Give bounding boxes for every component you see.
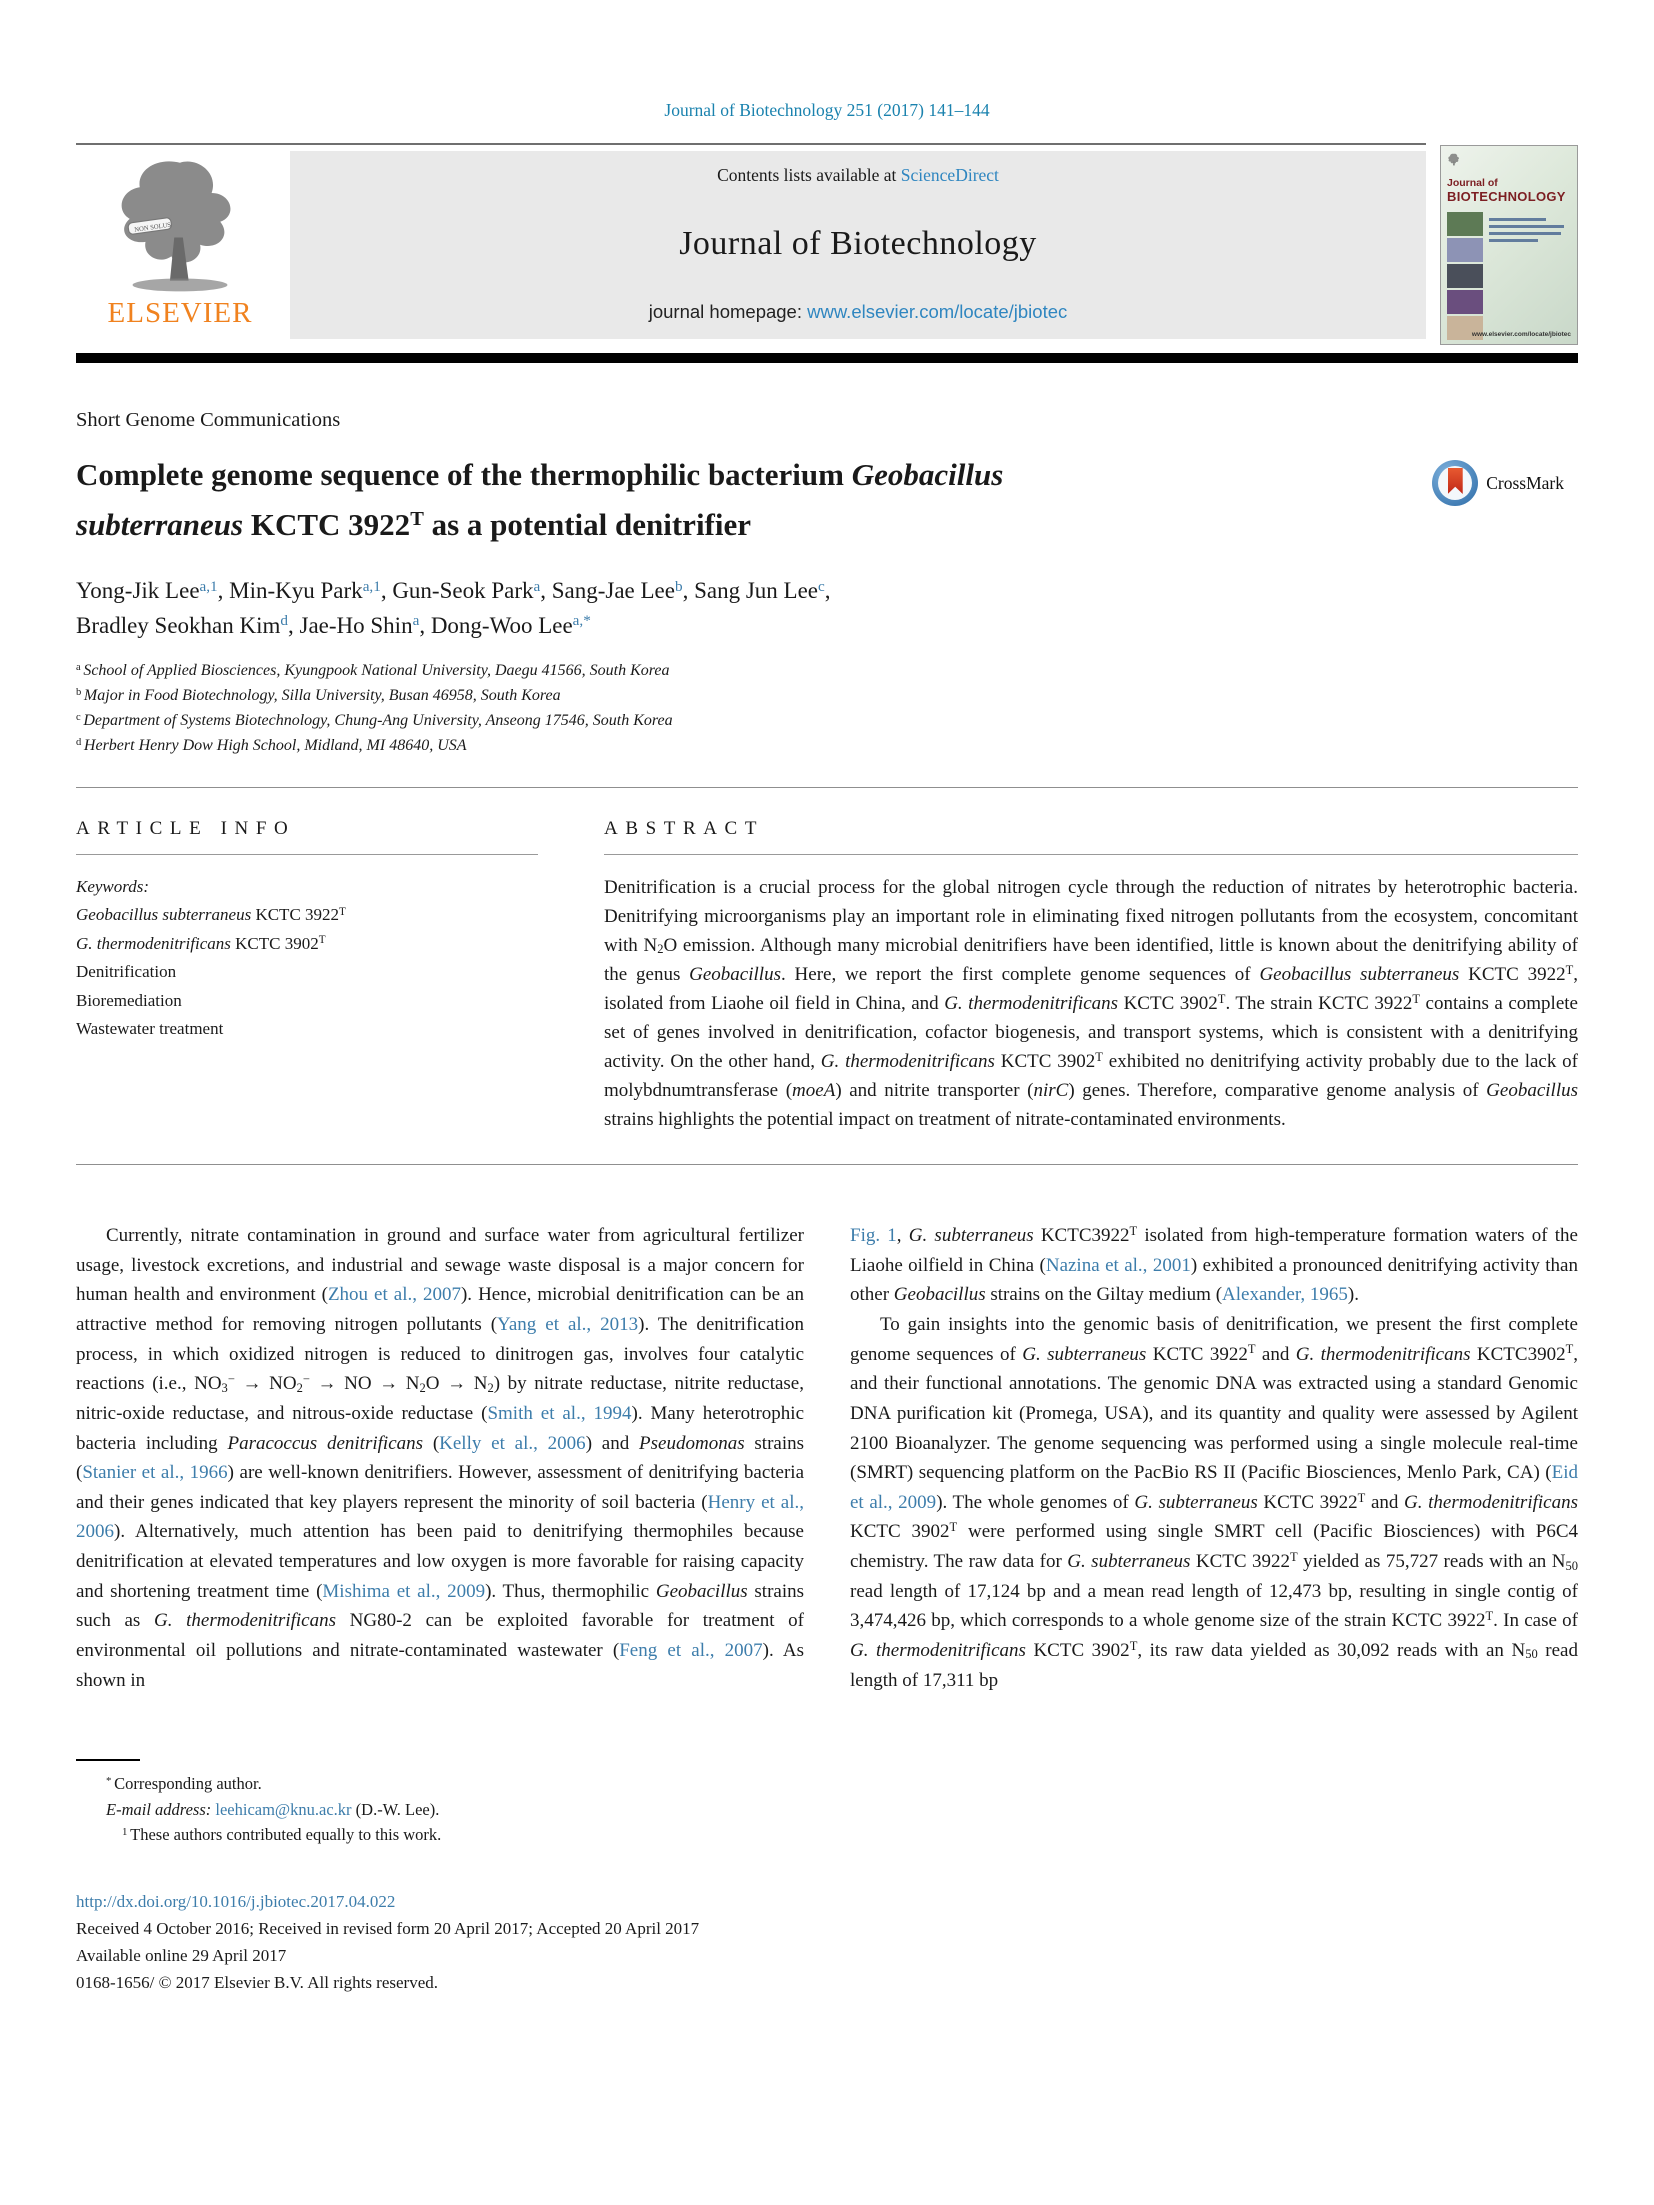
keyword-line: G. thermodenitrificans KCTC $3902^T$ (76, 933, 326, 953)
journal-banner (290, 151, 1426, 339)
article-title: Complete genome sequence of the thermophilic bacterium Geobacillus subterraneus KCTC $3922^T$ as a potential denitrifier (76, 457, 1004, 543)
keyword-line: Bioremediation (76, 990, 182, 1010)
article-history-line: Received 4 October 2016; Received in revised form 20 April 2017; Accepted 20 April 2017 (76, 1919, 700, 1939)
citation-link[interactable]: Stanier et al., 1966 (82, 1462, 228, 1484)
author-affil-ref[interactable]: a,1 (362, 577, 381, 595)
cover-elsevier-tree-icon (1447, 152, 1461, 168)
cover-blurb-text (1483, 212, 1571, 340)
affiliation-line: $^b$ Major in Food Biotechnology, Silla University, Busan 46958, South Korea (76, 686, 561, 705)
email-link[interactable]: leehicam@knu.ac.kr (215, 1799, 352, 1819)
author-affil-ref[interactable]: a (533, 577, 541, 595)
keyword-line: Denitrification (76, 962, 177, 982)
article-history-line (76, 1888, 1578, 1915)
author-affil-ref[interactable]: c (818, 577, 825, 595)
elsevier-logo[interactable] (76, 151, 284, 339)
footnote-line: * Corresponding author. (106, 1774, 262, 1794)
crossmark-badge[interactable] (1432, 460, 1564, 506)
keyword-line: Keywords: (76, 876, 150, 896)
body-paragraph: Fig. 1, G. subterraneus $KCTC3922^T$ isolated from high-temperature formation waters of the Liaohe oilfield in China (Nazina et al., 2001) exhibited a pronounced denitrifying activity than other Geobacillus strains on the Giltay medium (Alexander, 1965). (850, 1223, 1578, 1306)
citation-link[interactable]: Feng et al., 2007 (619, 1639, 763, 1661)
citation-link[interactable]: Alexander, 1965 (1222, 1284, 1348, 1306)
running-head-citation: Journal of Biotechnology 251 (2017) 141–144 (664, 100, 990, 120)
citation-link[interactable]: Henry et al., 2006 (76, 1491, 804, 1543)
author-affil-ref[interactable]: d (280, 612, 288, 630)
keywords-list (76, 873, 538, 1044)
footnotes (76, 1759, 1578, 1848)
author-affil-ref[interactable]: b (674, 577, 683, 595)
header-top-rule (76, 143, 1426, 145)
citation-link[interactable]: Mishima et al., 2009 (322, 1580, 486, 1602)
author-affil-ref[interactable]: a,1 (199, 577, 218, 595)
article-section-type: Short Genome Communications (76, 409, 341, 431)
cover-thumb-image (1447, 264, 1483, 288)
homepage-link[interactable]: www.elsevier.com/locate/jbiotec (807, 301, 1068, 322)
figure-link[interactable]: Fig. 1 (850, 1225, 897, 1247)
keyword-line: Geobacillus subterraneus KCTC $3922^T$ (76, 905, 346, 925)
contents-line: Contents lists available at ScienceDirect (717, 165, 999, 185)
article-info-column (76, 814, 538, 1135)
cover-image-strip (1447, 212, 1483, 340)
abstract-column (604, 814, 1578, 1135)
footnote-line: E-mail address: leehicam@knu.ac.kr (D.-W. Lee). (106, 1799, 440, 1819)
elsevier-wordmark: ELSEVIER (107, 297, 253, 329)
affiliation-line: $^c$ Department of Systems Biotechnology, Chung-Ang University, Anseong 17546, South Korea (76, 711, 673, 730)
cover-thumb-image (1447, 238, 1483, 262)
journal-title: Journal of Biotechnology (679, 224, 1037, 262)
header-divider-bar (76, 353, 1578, 363)
journal-header (76, 143, 1578, 345)
crossmark-icon (1432, 460, 1478, 506)
cover-title-line1: Journal of (1447, 177, 1498, 189)
body-column-right (850, 1221, 1578, 1695)
citation-link[interactable]: Kelly et al., 2006 (439, 1432, 586, 1454)
homepage-line: journal homepage: www.elsevier.com/locate/jbiotec (648, 301, 1068, 322)
body-paragraph: Currently, nitrate contamination in ground and surface water from agricultural fertilizer usage, livestock excretions, and industrial and sewage waste disposal is a major concern for human health and environment (Zhou et al., 2007). Hence, microbial denitrification can be an attractive method for removing nitrogen pollutants (Yang et al., 2013). The denitrification process, in which oxidized nitrogen is reduced to dinitrogen gas, involves four catalytic reactions (i.e., $NO_3^- \to NO_2^-$ → NO → $N_2O \to N_2$) by nitrate reductase, nitrite reductase, nitric-oxide reductase, and nitrous-oxide reductase (Smith et al., 1994). Many heterotrophic bacteria including Paracoccus denitrificans (Kelly et al., 2006) and Pseudomonas strains (Stanier et al., 1966) are well-known denitrifiers. However, assessment of denitrifying bacteria and their genes indicated that key players represent the minority of soil bacteria (Henry et al., 2006). Alternatively, much attention has been paid to denitrifying thermophiles because denitrification at elevated temperatures and low oxygen is more favorable for raising capacity and shortening treatment time (Mishima et al., 2009). Thus, thermophilic Geobacillus strains such as G. thermodenitrificans NG80-2 can be exploited favorable for treatment of environmental oil pollutions and nitrate-contaminated wastewater (Feng et al., 2007). As shown in (76, 1225, 805, 1691)
crossmark-label: CrossMark (1486, 472, 1564, 493)
section-rule (76, 1164, 1578, 1165)
author-affil-ref[interactable]: a (412, 612, 420, 630)
body-paragraph: To gain insights into the genomic basis of denitrification, we present the first complete genome sequences of G. subterraneus KCTC $3922^T$ and G. thermodenitrificans $KCTC3902^T$, and their functional annotations. The genomic DNA was extracted using a standard Genomic DNA purification kit (Promega, USA), and its quantity and quality were assessed by Agilent 2100 Bioanalyzer. The genome sequencing was performed using a single molecule real-time (SMRT) sequencing platform on the PacBio RS II (Pacific Biosciences, Menlo Park, CA) (Eid et al., 2009). The whole genomes of G. subterraneus KCTC $3922^T$ and G. thermodenitrificans KCTC $3902^T$ were performed using single SMRT cell (Pacific Biosciences) with P6C4 chemistry. The raw data for G. subterraneus KCTC $3922^T$ yielded as 75,727 reads with an $N_{50}$ read length of 17,124 bp and a mean read length of 12,473 bp, resulting in single contig of 3,474,426 bp, which corresponds to a whole genome size of the strain KCTC $3922^T$. In case of G. thermodenitrificans KCTC $3902^T$, its raw data yielded as 30,092 reads with an $N_{50}$ read length of 17,311 bp (850, 1314, 1578, 1691)
cover-thumb-image (1447, 212, 1483, 236)
sciencedirect-link[interactable]: ScienceDirect (900, 165, 999, 185)
article-info-heading: ARTICLE INFO (76, 817, 296, 839)
journal-cover-thumbnail (1440, 145, 1578, 345)
non-solus-motto: NON SOLUS (133, 221, 172, 234)
cover-thumb-image (1447, 290, 1483, 314)
article-history-line: 0168-1656/ © 2017 Elsevier B.V. All rights reserved. (76, 1973, 439, 1993)
body-column-left (76, 1221, 804, 1695)
article-history-line: Available online 29 April 2017 (76, 1946, 287, 1966)
affiliations (76, 659, 1578, 758)
citation-link[interactable]: Zhou et al., 2007 (327, 1284, 461, 1306)
doi-link[interactable]: http://dx.doi.org/10.1016/j.jbiotec.2017.04.022 (76, 1891, 396, 1911)
footnote-line: $^1$ These authors contributed equally to this work. (122, 1825, 442, 1845)
elsevier-tree-icon (105, 157, 255, 295)
citation-link[interactable]: Eid et al., 2009 (850, 1462, 1578, 1513)
abstract-heading: ABSTRACT (604, 817, 765, 839)
affiliation-line: $^d$ Herbert Henry Dow High School, Midland, MI 48640, USA (76, 736, 467, 754)
article-history-block (76, 1888, 1578, 1997)
cover-title-line2: BIOTECHNOLOGY (1447, 189, 1566, 204)
footnote-rule (76, 1759, 140, 1761)
affiliation-line: $^a$ School of Applied Biosciences, Kyungpook National University, Daegu 41566, South Korea (76, 662, 670, 680)
article-body (76, 1221, 1578, 1695)
author-affil-ref[interactable]: a,* (572, 612, 591, 630)
citation-link[interactable]: Nazina et al., 2001 (1045, 1254, 1191, 1276)
citation-link[interactable]: Smith et al., 1994 (487, 1402, 632, 1424)
cover-url: www.elsevier.com/locate/jbiotec (1471, 331, 1571, 338)
keyword-line: Wastewater treatment (76, 1019, 224, 1039)
author-list: Yong-Jik Lee$^{a,1}$, Min-Kyu Park$^{a,1}$, Gun-Seok Park$^a$, Sang-Jae Lee$^b$, Sang Jun Lee$^c$, Bradley Seokhan Kim$^d$, Jae-Ho Shin$^a$, Dong-Woo Lee$^{a,*}$ (76, 577, 831, 638)
abstract-text: Denitrification is a crucial process for the global nitrogen cycle through the reduction of nitrates by heterotrophic bacteria. Denitrifying microorganisms play an important role in eliminating fixed nitrogen pollutants from the ecosystem, concomitant with $N_2O$ emission. Although many microbial denitrifiers have been identified, little is known about the denitrifying ability of the genus Geobacillus. Here, we report the first complete genome sequences of Geobacillus subterraneus KCTC $3922^T$, isolated from Liaohe oil field in China, and G. thermodenitrificans KCTC $3902^T$. The strain KCTC $3922^T$ contains a complete set of genes involved in denitrification, cofactor biogenesis, and transport systems, which is consistent with a denitrifying activity. On the other hand, G. thermodenitrificans KCTC $3902^T$ exhibited no denitrifying activity probably due to the lack of molybdnumtransferase (moeA) and nitrite transporter (nirC) genes. Therefore, comparative genome analysis of Geobacillus strains highlights the potential impact on treatment of nitrate-contaminated environments. (604, 876, 1579, 1131)
citation-link[interactable]: Yang et al., 2013 (497, 1314, 639, 1336)
